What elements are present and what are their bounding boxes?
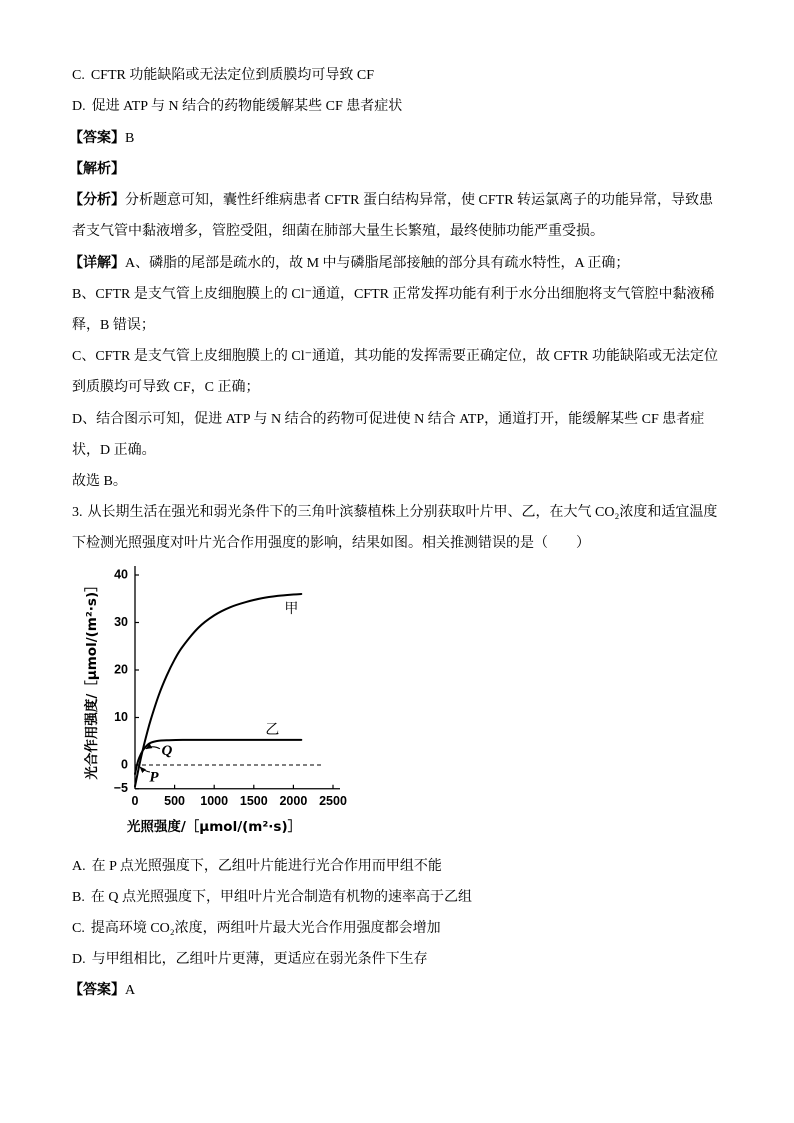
detail-line [72, 347, 718, 367]
explanation-label: 【解析】 [69, 162, 125, 177]
answer-label: 【答案】 [69, 131, 125, 146]
analysis-text: 者支气管中黏液增多，管腔受阻，细菌在肺部大量生长繁殖，最终使肺功能严重受损。 [72, 224, 604, 239]
detail-line [69, 254, 629, 274]
option-letter: C. [72, 68, 85, 83]
analysis-text: 分析题意可知，囊性纤维病患者 CFTR 蛋白结构异常，使 CFTR 转运氯离子的功能异常，导致患 [125, 193, 714, 208]
option-text: CFTR 功能缺陷或无法定位到质膜均可导致 CF [90, 68, 374, 83]
annotation-arrow [146, 747, 160, 749]
y-tick-label: 20 [114, 662, 128, 677]
option-d [72, 950, 428, 970]
option-letter: D. [72, 99, 86, 114]
annotation-label: Q [161, 743, 173, 760]
question-stem-text: 从长期生活在强光和弱光条件下的三角叶滨藜植株上分别获取叶片甲、乙，在大气 CO₂浓度和适宜温度 [87, 505, 718, 520]
option-text: 在 Q 点光照强度下，甲组叶片光合制造有机物的速率高于乙组 [90, 890, 472, 905]
series-label: 甲 [284, 601, 299, 617]
detail-text: C、CFTR 是支气管上皮细胞膜上的 Cl⁻通道，其功能的发挥需要正确定位，故 CFTR 功能缺陷或无法定位 [72, 349, 718, 364]
question-stem-text: 下检测光照强度对叶片光合作用强度的影响，结果如图。相关推测错误的是（ ） [72, 536, 590, 551]
option-text: 与甲组相比，乙组叶片更薄，更适应在弱光条件下生存 [91, 952, 428, 967]
x-tick-label: 1000 [200, 794, 229, 809]
answer-line [69, 129, 134, 149]
y-axis-title: 光合作用强度/［μmol/(m²·s)］ [84, 578, 100, 780]
conclusion-line [72, 472, 127, 492]
option-d [72, 97, 402, 117]
detail-line [72, 316, 155, 336]
answer-line [69, 981, 135, 1001]
detail-line [72, 378, 259, 398]
explanation-heading [69, 160, 125, 180]
x-tick-label: 2000 [279, 794, 308, 809]
option-letter: B. [72, 890, 85, 905]
analysis-line [69, 191, 713, 211]
option-letter: D. [72, 952, 86, 967]
option-b [72, 888, 472, 908]
y-tick-label: 0 [121, 757, 128, 772]
detail-text: A、磷脂的尾部是疏水的，故 M 中与磷脂尾部接触的部分具有疏水特性，A 正确； [125, 256, 630, 271]
option-text: 在 P 点光照强度下，乙组叶片能进行光合作用而甲组不能 [91, 859, 442, 874]
detail-text: 释，B 错误； [72, 318, 155, 333]
analysis-line [72, 222, 604, 242]
conclusion-text: 故选 B。 [72, 474, 127, 489]
option-c [72, 66, 374, 86]
y-tick-label: 40 [114, 567, 128, 582]
light-response-chart [70, 555, 370, 845]
answer-label: 【答案】 [69, 983, 125, 998]
option-a [72, 857, 442, 877]
option-letter: A. [72, 859, 86, 874]
answer-value: A [125, 983, 136, 998]
annotation-label: P [149, 769, 159, 786]
x-tick-label: 2500 [319, 794, 347, 809]
option-text: 提高环境 CO₂浓度，两组叶片最大光合作用强度都会增加 [90, 921, 441, 936]
y-tick-label: 30 [114, 614, 128, 629]
x-axis-title: 光照强度/［μmol/(m²·s)］ [126, 819, 302, 835]
y-tick-label: 10 [114, 709, 128, 724]
series-line-1 [135, 740, 301, 774]
question-number: 3. [72, 505, 83, 520]
detail-label: 【详解】 [69, 256, 125, 271]
detail-text: 状，D 正确。 [72, 443, 156, 458]
analysis-label: 【分析】 [69, 193, 125, 208]
detail-line [72, 441, 156, 461]
x-tick-label: 1500 [239, 794, 268, 809]
option-letter: C. [72, 921, 85, 936]
detail-text: D、结合图示可知，促进 ATP 与 N 结合的药物可促进使 N 结合 ATP，通道打开，能缓解某些 CF 患者症 [72, 412, 705, 427]
detail-line [72, 410, 704, 430]
x-tick-label: 500 [164, 794, 186, 809]
question-stem-line [72, 503, 717, 523]
answer-value: B [125, 131, 135, 146]
detail-text: 到质膜均可导致 CF，C 正确； [72, 380, 260, 395]
series-line-0 [135, 594, 301, 786]
y-tick-label: −5 [113, 781, 128, 796]
detail-text: B、CFTR 是支气管上皮细胞膜上的 Cl⁻通道，CFTR 正常发挥功能有利于水分出细胞将支气管腔中黏液稀 [72, 287, 715, 302]
detail-line [72, 285, 714, 305]
x-tick-label: 0 [131, 794, 139, 809]
option-c [72, 919, 441, 939]
option-text: 促进 ATP 与 N 结合的药物能缓解某些 CF 患者症状 [91, 99, 403, 114]
question-stem-line [72, 534, 590, 554]
series-label: 乙 [265, 721, 280, 738]
